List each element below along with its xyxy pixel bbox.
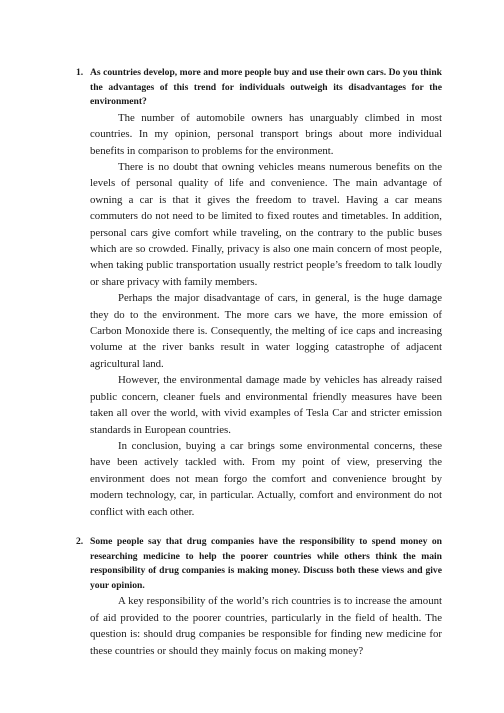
essay-section-2 — [76, 535, 442, 659]
paragraph: Perhaps the major disadvantage of cars, in general, is the huge damage they do to the environment. The more cars we have, the more emission of Carbon Monoxide there is. Consequently, the melting of ice caps and increasing volume at the river banks result in water logging catastrophe of adjacent agricultural land. — [90, 292, 442, 370]
question-heading — [76, 535, 442, 593]
question-heading — [76, 66, 442, 110]
paragraph: However, the environmental damage made by vehicles has already raised public concern, cleaner fuels and environmental friendly measures have been taken all over the world, with vivid examples of Tesla Car and stricter emission standards in European countries. — [90, 374, 442, 436]
paragraph: In conclusion, buying a car brings some environmental concerns, these have been actively tackled with. From my point of view, preserving the environment does not mean forgo the comfort and convenience brought by modern technology, car, in particular. Actually, comfort and environment do not conflict with each other. — [90, 439, 442, 518]
essay-section-1 — [76, 66, 442, 520]
paragraph: The number of automobile owners has unarguably climbed in most countries. In my opinion, personal transport brings about more individual benefits in comparison to problems for the environment. — [90, 111, 442, 157]
question-number: 2. — [76, 535, 84, 547]
question-number: 1. — [76, 67, 84, 78]
question-text: As countries develop, more and more people buy and use their own cars. Do you think the advantages of this trend for individuals outweigh its disadvantages for the environment? — [90, 67, 442, 108]
paragraph: A key responsibility of the world’s rich countries is to increase the amount of aid provided to the poorer countries, particularly in the field of health. The question is: should drug companies be responsible for finding new medicine for these countries or should they mainly focus on making money? — [90, 595, 442, 657]
question-text: Some people say that drug companies have the responsibility to spend money on researching medicine to help the poorer countries while others think the main responsibility of drug companies is making money. Discuss both these views and give your opinion. — [90, 535, 442, 591]
paragraph: There is no doubt that owning vehicles means numerous benefits on the levels of personal quality of life and convenience. The main advantage of owning a car is that it gives the freedom to travel. Having a car means commuters do not need to be limited to fixed routes and timetables. In addition, personal cars give comfort while traveling, on the contrary to the public buses which are so crowded. Finally, privacy is also one main concern of most people, when taking public transportation usually restrict people’s freedom to talk loudly or share privacy with family members. — [90, 161, 442, 288]
